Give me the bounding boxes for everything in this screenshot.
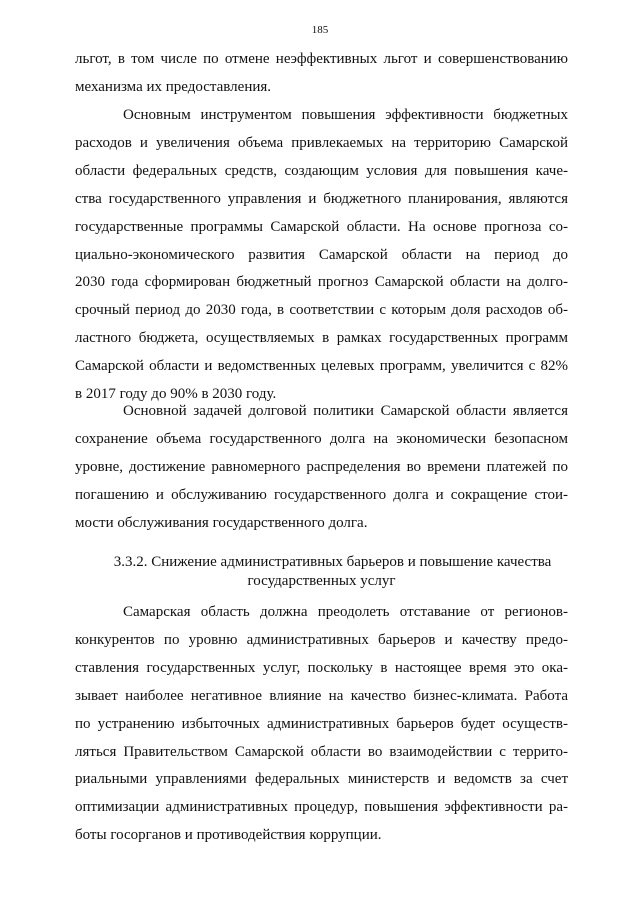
text-line: боты госорганов и противодействия коррупции. bbox=[75, 827, 382, 844]
section-heading-line: государственных услуг bbox=[247, 573, 396, 589]
paragraph-administrative-barriers bbox=[75, 599, 568, 850]
text-line: риальными управлениями федеральных министерств и ведомств за счет bbox=[75, 771, 568, 788]
text-line: ляться Правительством Самарской области во взаимодействии с террито- bbox=[75, 743, 568, 760]
text-line: Самарской области и ведомственных целевых программ, увеличится с 82% bbox=[75, 358, 568, 375]
text-line: уровне, достижение равномерного распределения во времени платежей по bbox=[75, 458, 568, 475]
text-line: льгот, в том числе по отмене неэффективных льгот и совершенствованию bbox=[75, 51, 568, 67]
text-line: механизма их предоставления. bbox=[75, 78, 272, 95]
text-line: государственные программы Самарской области. На основе прогноза со- bbox=[75, 218, 568, 235]
text-line: ластного бюджета, осуществляемых в рамках государственных программ bbox=[75, 330, 568, 347]
text-line: ставления государственных услуг, поскольку в настоящее время это ока- bbox=[75, 659, 568, 676]
page-number: 185 bbox=[311, 24, 329, 36]
text-line: расходов и увеличения объема привлекаемых на территорию Самарской bbox=[75, 134, 568, 151]
section-heading bbox=[75, 553, 568, 591]
text-line: Основной задачей долговой политики Самарской области является bbox=[123, 403, 568, 419]
text-line: по устранению избыточных административных барьеров будет осуществ- bbox=[75, 715, 568, 732]
text-line: погашению и обслуживанию государственного долга и сокращение стои- bbox=[75, 486, 568, 503]
text-line: циально-экономического развития Самарской области на период до bbox=[75, 246, 568, 263]
text-line: оптимизации административных процедур, повышения эффективности ра- bbox=[75, 799, 568, 816]
paragraph-state-programs bbox=[75, 102, 568, 409]
section-heading-line: 3.3.2. Снижение административных барьеров и повышение качества bbox=[113, 554, 552, 570]
text-line: ства государственного управления и бюджетного планирования, являются bbox=[75, 190, 568, 207]
text-line: конкурентов по уровню административных барьеров и качеству предо- bbox=[75, 631, 568, 648]
text-line: сохранение объема государственного долга на экономически безопасном bbox=[75, 430, 568, 447]
paragraph-benefits-continuation bbox=[75, 46, 568, 102]
text-line: в 2017 году до 90% в 2030 году. bbox=[75, 386, 277, 403]
text-line: зывает наиболее негативное влияние на качество бизнес-климата. Работа bbox=[75, 687, 568, 704]
text-line: 2030 года сформирован бюджетный прогноз Самарской области на долго- bbox=[75, 274, 568, 291]
text-line: области федеральных средств, создающим условия для повышения каче- bbox=[75, 162, 568, 179]
text-line: Основным инструментом повышения эффективности бюджетных bbox=[123, 107, 568, 123]
text-line: мости обслуживания государственного долга. bbox=[75, 514, 368, 531]
text-line: Самарская область должна преодолеть отставание от регионов- bbox=[123, 604, 568, 620]
text-line: срочный период до 2030 года, в соответствии с которым доля расходов об- bbox=[75, 302, 568, 319]
paragraph-debt-policy bbox=[75, 398, 568, 538]
